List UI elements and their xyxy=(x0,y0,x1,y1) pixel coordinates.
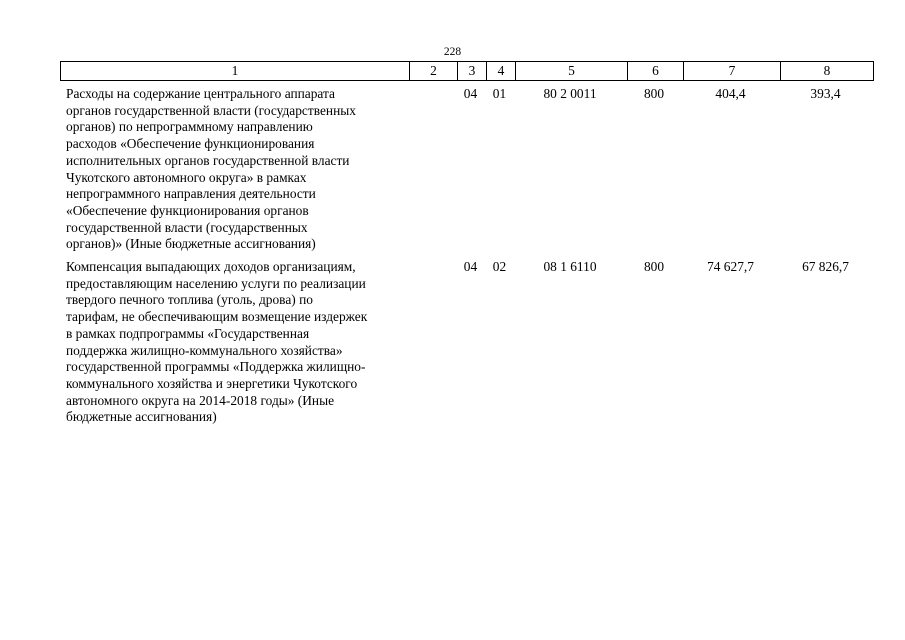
description-line: в рамках подпрограммы «Государственная xyxy=(66,325,310,341)
description-line: органов)» (Иные бюджетные ассигнования) xyxy=(66,236,316,252)
cell-col-8: 67 826,7 xyxy=(802,259,849,274)
cell-col-3: 04 xyxy=(463,86,478,101)
description-line: расходов «Обеспечение функционирования xyxy=(66,136,315,152)
description-line: предоставляющим населению услуги по реализации xyxy=(66,275,366,291)
row-description xyxy=(66,86,412,253)
header-col-1: 1 xyxy=(231,63,239,78)
description-line: исполнительных органов государственной власти xyxy=(66,152,350,168)
cell-col-4: 02 xyxy=(492,259,507,274)
cell-col-6: 800 xyxy=(643,259,665,274)
header-col-8: 8 xyxy=(780,62,873,80)
description-line: поддержка жилищно-коммунального хозяйства» xyxy=(66,342,343,358)
cell-col-7: 74 627,7 xyxy=(707,259,754,274)
header-col-3: 3 xyxy=(457,62,486,80)
description-line: бюджетные ассигнования) xyxy=(66,409,217,425)
description-line: тарифам, не обеспечивающим возмещение издержек xyxy=(66,309,368,325)
description-line: автономного округа на 2014-2018 годы» (Иные xyxy=(66,392,335,408)
header-col-2: 2 xyxy=(409,62,457,80)
description-line: коммунального хозяйства и энергетики Чукотского xyxy=(66,375,358,391)
table-header-row xyxy=(60,61,874,81)
cell-col-4: 01 xyxy=(492,86,507,101)
description-line: твердого печного топлива (уголь, дрова) по xyxy=(66,292,313,308)
description-line: непрограммного направления деятельности xyxy=(66,186,316,202)
description-line: органов) по непрограммному направлению xyxy=(66,119,313,135)
cell-col-6: 800 xyxy=(643,86,665,101)
cell-col-7: 404,4 xyxy=(715,86,746,101)
header-col-5: 5 xyxy=(515,62,627,80)
page-number: 228 xyxy=(443,46,462,58)
description-line: государственной программы «Поддержка жилищно- xyxy=(66,359,366,375)
description-line: Расходы на содержание центрального аппарата xyxy=(66,86,335,101)
header-col-6: 6 xyxy=(627,62,683,80)
row-description xyxy=(66,259,412,426)
header-col-7: 7 xyxy=(683,62,780,80)
description-line: государственной власти (государственных xyxy=(66,219,308,235)
cell-col-5: 08 1 6110 xyxy=(543,259,597,274)
description-line: Компенсация выпадающих доходов организациям, xyxy=(66,259,356,274)
header-col-4: 4 xyxy=(486,62,515,80)
description-line: Чукотского автономного округа» в рамках xyxy=(66,169,307,185)
description-line: «Обеспечение функционирования органов xyxy=(66,202,309,218)
cell-col-5: 80 2 0011 xyxy=(543,86,597,101)
description-line: органов государственной власти (государственных xyxy=(66,102,356,118)
cell-col-8: 393,4 xyxy=(810,86,841,101)
cell-col-3: 04 xyxy=(463,259,478,274)
